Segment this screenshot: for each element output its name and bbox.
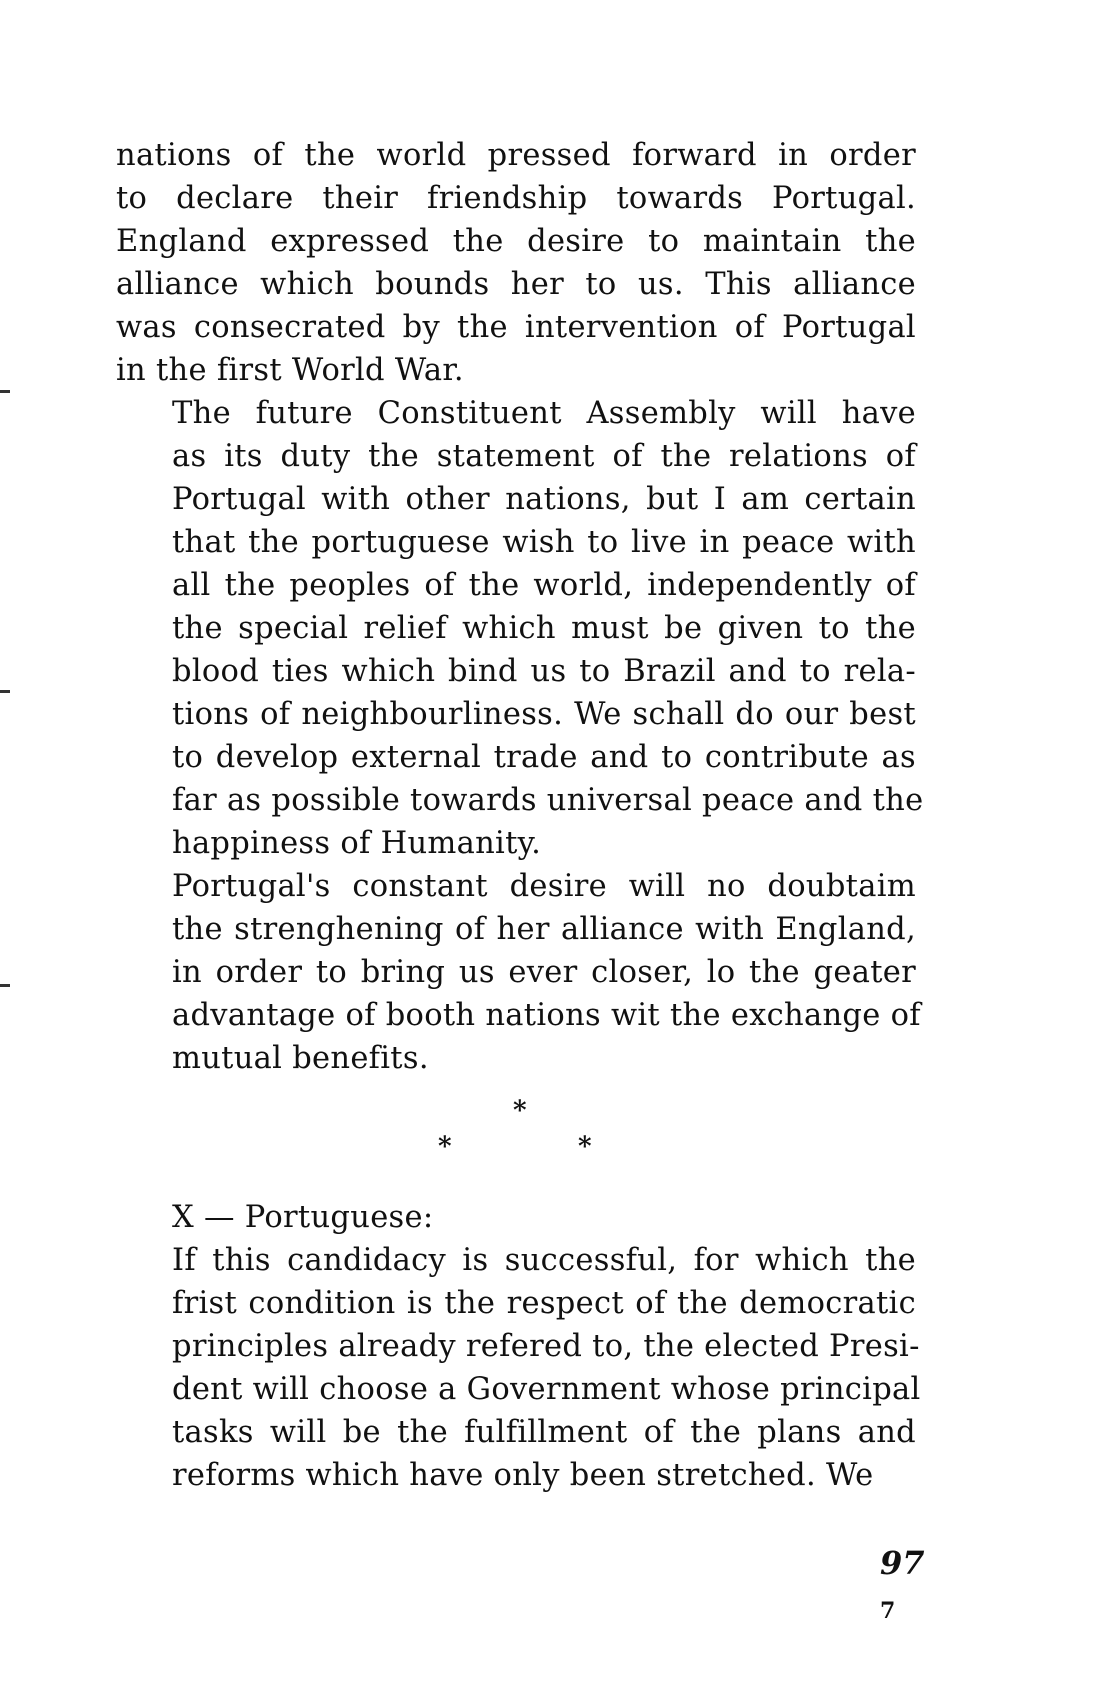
paragraph [116,1239,921,1497]
section-separator [0,1090,1104,1170]
text-line: Portugal's constant desire will no doubtaim [172,869,916,904]
text-line: tions of neighbourliness. We schall do our best [172,697,916,732]
text-line: alliance which bounds her to us. This alliance [116,267,916,302]
text-line: to declare their friendship towards Portugal. [116,181,916,216]
text-line: to develop external trade and to contribute as [172,740,916,775]
text-line: frist condition is the respect of the democratic [172,1286,916,1321]
text-line: far as possible towards universal peace and the [172,783,924,818]
body-text-top [116,134,924,1080]
text-line: all the peoples of the world, independently of [172,568,916,603]
text-line: was consecrated by the intervention of Portugal [116,310,916,345]
text-line: as its duty the statement of the relations of [172,439,916,474]
text-line: in order to bring us ever closer, lo the geater [172,955,916,990]
text-line: tasks will be the fulfillment of the plans and [172,1415,916,1450]
body-text-bottom [116,1239,921,1497]
text-line: reforms which have only been stretched. We [172,1458,874,1493]
text-line: the special relief which must be given to the [172,611,916,646]
text-line: dent will choose a Government whose principal [172,1372,921,1407]
page-number: 97 [880,1544,925,1582]
text-line: nations of the world pressed forward in order [116,138,916,173]
signature-mark: 7 [880,1598,896,1624]
text-line: Portugal with other nations, but I am certain [172,482,916,517]
text-line: that the portuguese wish to live in peace with [172,525,916,560]
section-heading: X — Portuguese: [172,1200,434,1235]
text-line: in the first World War. [116,353,464,388]
text-line: advantage of booth nations wit the exchange of [172,998,921,1033]
separator-star: * [578,1132,592,1162]
text-line: England expressed the desire to maintain the [116,224,916,259]
text-line: the strenghening of her alliance with England, [172,912,916,947]
paragraph [116,865,921,1080]
separator-star: * [513,1096,527,1126]
text-line: mutual benefits. [172,1041,429,1076]
text-line: The future Constituent Assembly will have [172,396,916,431]
text-line: principles already refered to, the elected Presi- [172,1329,920,1364]
text-line: blood ties which bind us to Brazil and to rela- [172,654,916,689]
margin-mark [0,390,10,393]
paragraph [116,392,924,865]
margin-mark [0,690,10,693]
paragraph [116,134,916,392]
margin-mark [0,984,10,987]
text-line: happiness of Humanity. [172,826,542,861]
text-line: If this candidacy is successful, for which the [172,1243,916,1278]
separator-star: * [438,1132,452,1162]
